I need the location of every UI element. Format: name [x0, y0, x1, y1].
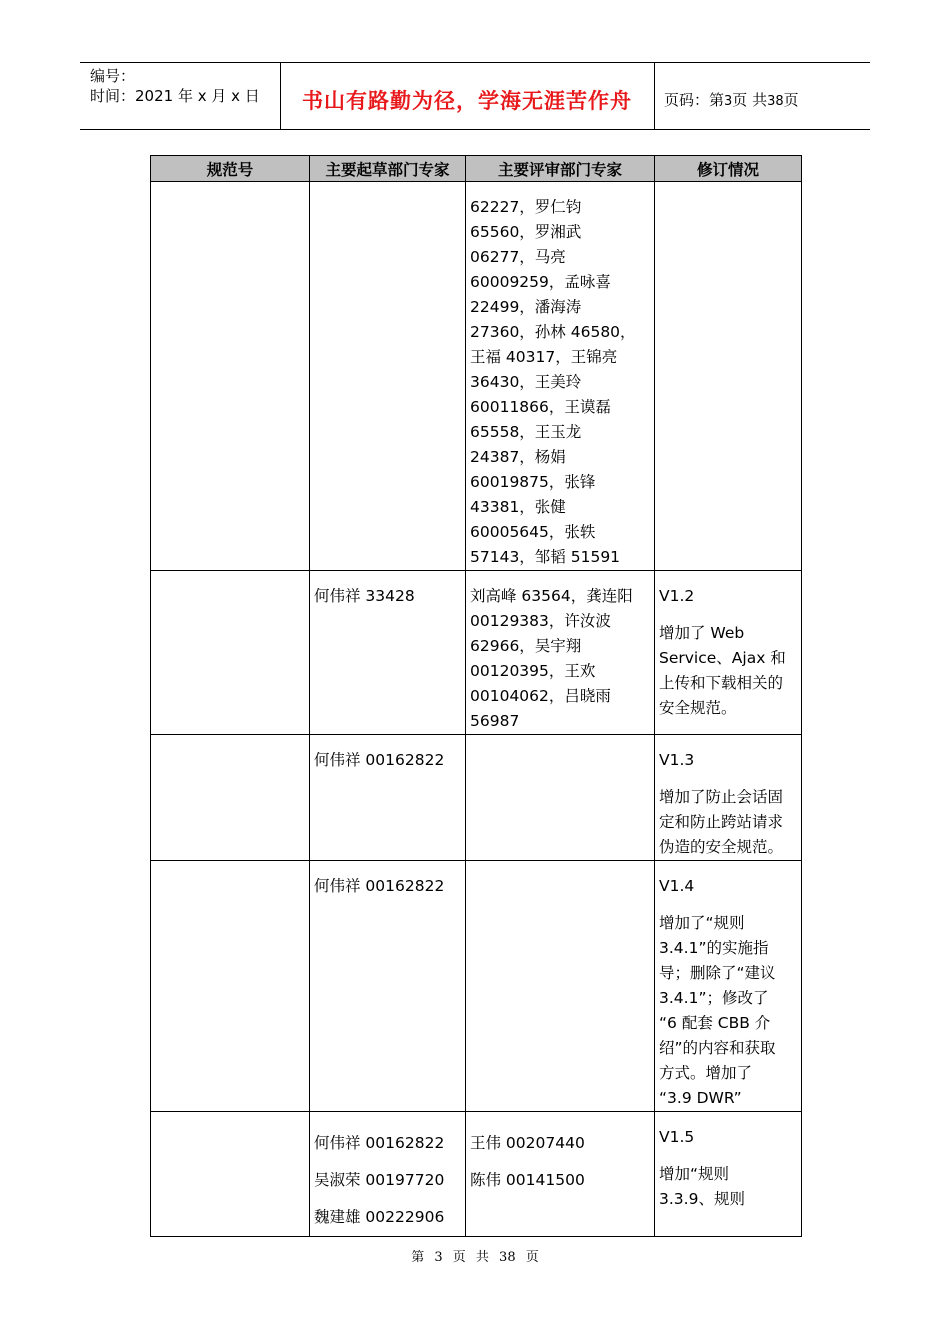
- spec-no-cell: [151, 861, 310, 1112]
- reviewer-line: 陈伟 00141500: [470, 1171, 585, 1189]
- header-motto: 书山有路勤为径，学海无涯苦作舟: [302, 89, 632, 113]
- version-text: V1.2: [659, 587, 695, 605]
- drafters-cell: [310, 1112, 466, 1237]
- reviewer-line: 王伟 00207440: [470, 1134, 585, 1152]
- page-total: 38: [767, 94, 784, 109]
- spec-no-cell: [151, 735, 310, 861]
- revision-text: 增加了“规则 3.4.1”的实施指 导；删除了“建议 3.4.1”；修改了 “6 配套 CBB 介 绍”的内容和获取 方式。增加了 “3.9 DWR”: [659, 914, 776, 1107]
- reviewers-cell: [466, 735, 655, 861]
- page-mid: 页 共: [732, 91, 768, 109]
- page-suffix: 页: [783, 91, 799, 109]
- revision-cell: [655, 861, 802, 1112]
- table-row: [151, 735, 802, 861]
- header-page-info: [664, 89, 799, 110]
- page-prefix: 页码：第: [664, 91, 725, 109]
- col-header-drafters: 主要起草部门专家: [310, 156, 466, 182]
- revision-table: [150, 155, 802, 1237]
- table-header-row: [151, 156, 802, 182]
- drafter-line: 何伟祥 00162822: [314, 1134, 445, 1152]
- revision-text: 增加“规则 3.3.9、规则: [659, 1165, 745, 1208]
- table-row: [151, 861, 802, 1112]
- revision-cell: [655, 571, 802, 735]
- version-text: V1.4: [659, 877, 695, 895]
- page-current: 3: [724, 94, 733, 109]
- reviewers-cell: [466, 1112, 655, 1237]
- col-header-reviewers: 主要评审部门专家: [466, 156, 655, 182]
- table-row: [151, 571, 802, 735]
- doc-time-label: 时间：2021 年 x 月 x 日: [90, 87, 260, 105]
- spec-no-cell: [151, 182, 310, 571]
- drafters-cell: 何伟祥 33428: [310, 571, 466, 735]
- spec-no-cell: [151, 571, 310, 735]
- drafter-line: 吴淑荣 00197720: [314, 1171, 445, 1189]
- drafter-line: 魏建雄 00222906: [314, 1208, 445, 1226]
- drafters-cell: 何伟祥 00162822: [310, 861, 466, 1112]
- table-row: [151, 1112, 802, 1237]
- page-footer: 第 3 页 共 38 页: [411, 1250, 539, 1265]
- drafters-cell: [310, 182, 466, 571]
- drafters-cell: 何伟祥 00162822: [310, 735, 466, 861]
- version-text: V1.5: [659, 1128, 695, 1146]
- doc-meta: [90, 66, 260, 106]
- reviewers-cell: [466, 861, 655, 1112]
- revision-text: 增加了 Web Service、Ajax 和 上传和下载相关的 安全规范。: [659, 624, 786, 717]
- revision-cell: [655, 735, 802, 861]
- revision-cell: [655, 182, 802, 571]
- reviewers-cell: [466, 571, 655, 735]
- page-header: [80, 62, 870, 130]
- col-header-revision: 修订情况: [655, 156, 802, 182]
- doc-number-label: 编号：: [90, 67, 136, 85]
- header-divider: [654, 63, 655, 129]
- reviewers-text: 62227，罗仁钧 65560，罗湘武 06277，马亮 60009259，孟咏喜 22499，潘海涛 27360，孙林 46580， 王福 40317，王锦亮 36430，王美玲 60011866，王谟磊 65558，王玉龙 24387，杨娟 60019875，张锋 43381，张健 60005645，张轶 57143，邹韬 51591: [470, 198, 636, 566]
- spec-no-cell: [151, 1112, 310, 1237]
- revision-cell: [655, 1112, 802, 1237]
- revision-text: 增加了防止会话固 定和防止跨站请求 伪造的安全规范。: [659, 788, 784, 856]
- reviewers-text: 刘高峰 63564，龚连阳 00129383，许汝波 62966，吴宇翔 00120395，王欢 00104062，吕晓雨 56987: [470, 587, 633, 730]
- reviewers-cell: [466, 182, 655, 571]
- col-header-spec-no: 规范号: [151, 156, 310, 182]
- table-row: [151, 182, 802, 571]
- version-text: V1.3: [659, 751, 695, 769]
